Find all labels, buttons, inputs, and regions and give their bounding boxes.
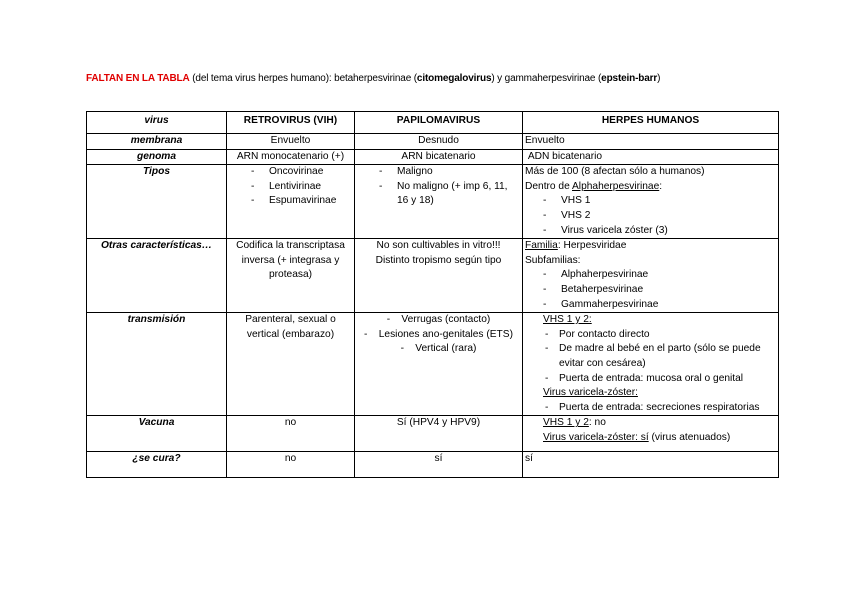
cell-herpes: Envuelto [523, 134, 779, 150]
text-line: Virus varicela-zóster: [543, 387, 638, 399]
cell-papi: ARN bicatenario [355, 149, 523, 165]
list-item: - Alphaherpesvirinae [525, 268, 776, 283]
row-cura [87, 452, 779, 478]
row-genoma [87, 149, 779, 165]
list-item: - Espumavirinae [229, 194, 352, 209]
list-item: - Puerta de entrada: secreciones respiratorias [543, 401, 776, 416]
list-item: - Por contacto directo [543, 328, 776, 343]
row-transmision [87, 313, 779, 416]
cell-retro: ARN monocatenario (+) [227, 149, 355, 165]
row-label: Tipos [87, 165, 227, 239]
cell-papi: sí [355, 452, 523, 478]
cell-papi [355, 165, 523, 239]
cell-papi: Sí (HPV4 y HPV9) [355, 416, 523, 452]
cell-papi: Desnudo [355, 134, 523, 150]
list-item: - De madre al bebé en el parto (sólo se puede evitar con cesárea) [543, 342, 776, 371]
row-otras [87, 239, 779, 313]
list-item: - Lesiones ano-genitales (ETS) [364, 328, 513, 340]
text-line: Familia: Herpesviridae [525, 240, 627, 252]
list-item: - Virus varicela zóster (3) [525, 224, 776, 239]
text-line: Subfamilias: [525, 254, 581, 266]
row-label: genoma [87, 149, 227, 165]
list-item: - Maligno [357, 165, 520, 180]
cell-retro: no [227, 416, 355, 452]
note-citomegalovirus: citomegalovirus [416, 73, 492, 84]
list-item: - No maligno (+ imp 6, 11, 16 y 18) [357, 180, 520, 209]
header-papilomavirus: PAPILOMAVIRUS [355, 112, 523, 134]
cell-papi [355, 239, 523, 313]
header-retrovirus: RETROVIRUS (VIH) [227, 112, 355, 134]
text-line: No son cultivables in vitro!!! [376, 240, 501, 252]
text-line: VHS 1 y 2: no [543, 417, 606, 429]
text-line: Dentro de Alphaherpesvirinae: [525, 180, 663, 192]
list-item: - Vertical (rara) [400, 343, 477, 355]
cell-herpes [523, 313, 779, 416]
list-item: - Gammaherpesvirinae [525, 298, 776, 313]
cell-herpes: sí [523, 452, 779, 478]
text-line: VHS 1 y 2: [543, 314, 592, 326]
cell-papi [355, 313, 523, 416]
text-line: Más de 100 (8 afectan sólo a humanos) [525, 166, 705, 178]
note-text: ) [657, 73, 661, 84]
cell-herpes: ADN bicatenario [523, 149, 779, 165]
list-item: - Oncovirinae [229, 165, 352, 180]
cell-herpes [523, 239, 779, 313]
note-text: (del tema virus herpes humano): betaherpesvirinae ( [189, 73, 417, 84]
row-label: transmisión [87, 313, 227, 416]
cell-herpes [523, 416, 779, 452]
text-line: Virus varicela-zóster: sí (virus atenuados) [543, 431, 731, 443]
note-epstein-barr: epstein-barr [601, 73, 658, 84]
row-tipos [87, 165, 779, 239]
virus-comparison-table [86, 111, 779, 478]
list-item: - VHS 1 [525, 194, 776, 209]
cell-retro: Codifica la transcriptasa inversa (+ integrasa y proteasa) [227, 239, 355, 313]
note-highlight: FALTAN EN LA TABLA [86, 73, 190, 84]
row-label: Otras características… [87, 239, 227, 313]
cell-retro: Envuelto [227, 134, 355, 150]
table-note [86, 72, 786, 85]
note-text: ) y gammaherpesvirinae ( [491, 73, 602, 84]
list-item: - VHS 2 [525, 209, 776, 224]
row-label: ¿se cura? [87, 452, 227, 478]
list-item: - Puerta de entrada: mucosa oral o genital [543, 372, 776, 387]
text-line: Distinto tropismo según tipo [375, 254, 502, 266]
row-membrana [87, 134, 779, 150]
list-item: - Verrugas (contacto) [386, 314, 491, 326]
cell-retro: no [227, 452, 355, 478]
row-label: Vacuna [87, 416, 227, 452]
header-row [87, 112, 779, 134]
header-virus: virus [87, 112, 227, 134]
header-herpes: HERPES HUMANOS [523, 112, 779, 134]
cell-retro: Parenteral, sexual o vertical (embarazo) [227, 313, 355, 416]
row-vacuna [87, 416, 779, 452]
row-label: membrana [87, 134, 227, 150]
list-item: - Betaherpesvirinae [525, 283, 776, 298]
list-item: - Lentivirinae [229, 180, 352, 195]
cell-retro [227, 165, 355, 239]
cell-herpes [523, 165, 779, 239]
